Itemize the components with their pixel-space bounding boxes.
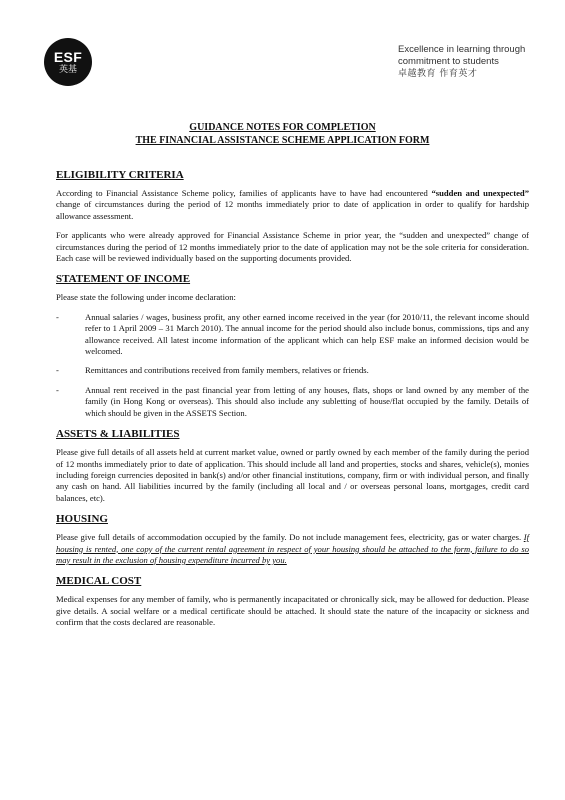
logo-text: ESF (53, 48, 83, 65)
income-heading: STATEMENT OF INCOME (56, 273, 191, 286)
housing-rental-note: If housing is rented, one copy of the current rental agreement in respect of your housing should be attached to the form, failure to do so may result in the exclusion of housing expenditure incurred by you. (56, 532, 529, 565)
income-item (56, 365, 529, 376)
medical-heading: MEDICAL COST (56, 575, 142, 588)
income-item-text: Annual salaries / wages, business profit, any other earned income received in the year (for 2010/11, the relevant income should refer to 1 April 2009 – 31 March 2010). The annual income for the period should also include bonus, commissions, tips and any allowance received. All latest income information of the applicant which can help ESF make an informed decision would be welcomed. (85, 311, 529, 357)
title-line-2: THE FINANCIAL ASSISTANCE SCHEME APPLICATION FORM (135, 135, 430, 146)
bullet-dash: - (56, 384, 59, 395)
section-housing (56, 512, 529, 566)
housing-text: Please give full details of accommodation occupied by the family. Do not include management fees, electricity, gas or water charges. (56, 532, 524, 543)
assets-heading: ASSETS & LIABILITIES (56, 428, 180, 441)
tagline-line-1: Excellence in learning through (398, 44, 526, 55)
document-body (56, 168, 529, 637)
housing-paragraph (56, 532, 529, 566)
eligibility-heading: ELIGIBILITY CRITERIA (56, 169, 184, 181)
title-line-1: GUIDANCE NOTES FOR COMPLETION (189, 122, 376, 133)
tagline-line-2: commitment to students (398, 56, 499, 67)
housing-heading: HOUSING (56, 513, 108, 526)
eligibility-paragraph-2: For applicants who were already approved for Financial Assistance Scheme in prior year, the “sudden and unexpected” change of circumstances during the period of 12 months immediately prior to the date of application may not be the sole criteria for consideration. Each case will be reviewed individually based on the supporting documents provided. (56, 230, 529, 264)
section-income (56, 272, 529, 419)
income-item-text: Annual rent received in the past financial year from letting of any houses, flats, shops or land owned by any member of the family (in Hong Kong or overseas). This should also include any subletting of house/flat occupied by the family. Details of which should be given in the ASSETS Section. (85, 384, 529, 418)
eligibility-text-a: According to Financial Assistance Scheme policy, families of applicants have to have had encountered (56, 188, 432, 198)
income-item (56, 312, 529, 358)
logo-chinese-text: 英基 (58, 64, 77, 75)
section-medical (56, 574, 529, 628)
medical-paragraph: Medical expenses for any member of family, who is permanently incapacitated or chronically sick, may be allowed for deduction. Please give details. A social welfare or a medical certificate should be attached. It should state the nature of the incapacity or sickness and confirm that the costs declared are reasonable. (56, 594, 529, 628)
tagline (398, 44, 558, 80)
bullet-dash: - (56, 311, 59, 322)
assets-paragraph: Please give full details of all assets held at current market value, owned or partly owned by each member of the family during the period of 12 months immediately prior to date of application. This should include all land and properties, stocks and shares, vehicle(s), monies including foreign currencies deposited in bank(s) and/or other financial institutions, company, firm or with individual person, and finally any cash on hand. All liabilities incurred by the family (including all local and / or overseas personal loans, mortgages, credit card balances, etc). (56, 447, 529, 503)
document-title (56, 121, 509, 147)
income-item-text: Remittances and contributions received from family members, relatives or friends. (85, 365, 369, 376)
section-eligibility (56, 168, 529, 264)
esf-logo (44, 38, 92, 86)
bullet-dash: - (56, 365, 59, 376)
section-assets (56, 427, 529, 504)
eligibility-text-b: change of circumstances during the period of 12 months immediately prior to date of application in order to qualify for hardship allowance assessment. (56, 199, 529, 221)
income-intro: Please state the following under income declaration: (56, 292, 236, 303)
tagline-chinese: 卓越教育 作育英才 (398, 69, 478, 79)
eligibility-bold-phrase: “sudden and unexpected” (431, 188, 529, 198)
eligibility-paragraph-1 (56, 188, 529, 222)
income-item (56, 385, 529, 419)
